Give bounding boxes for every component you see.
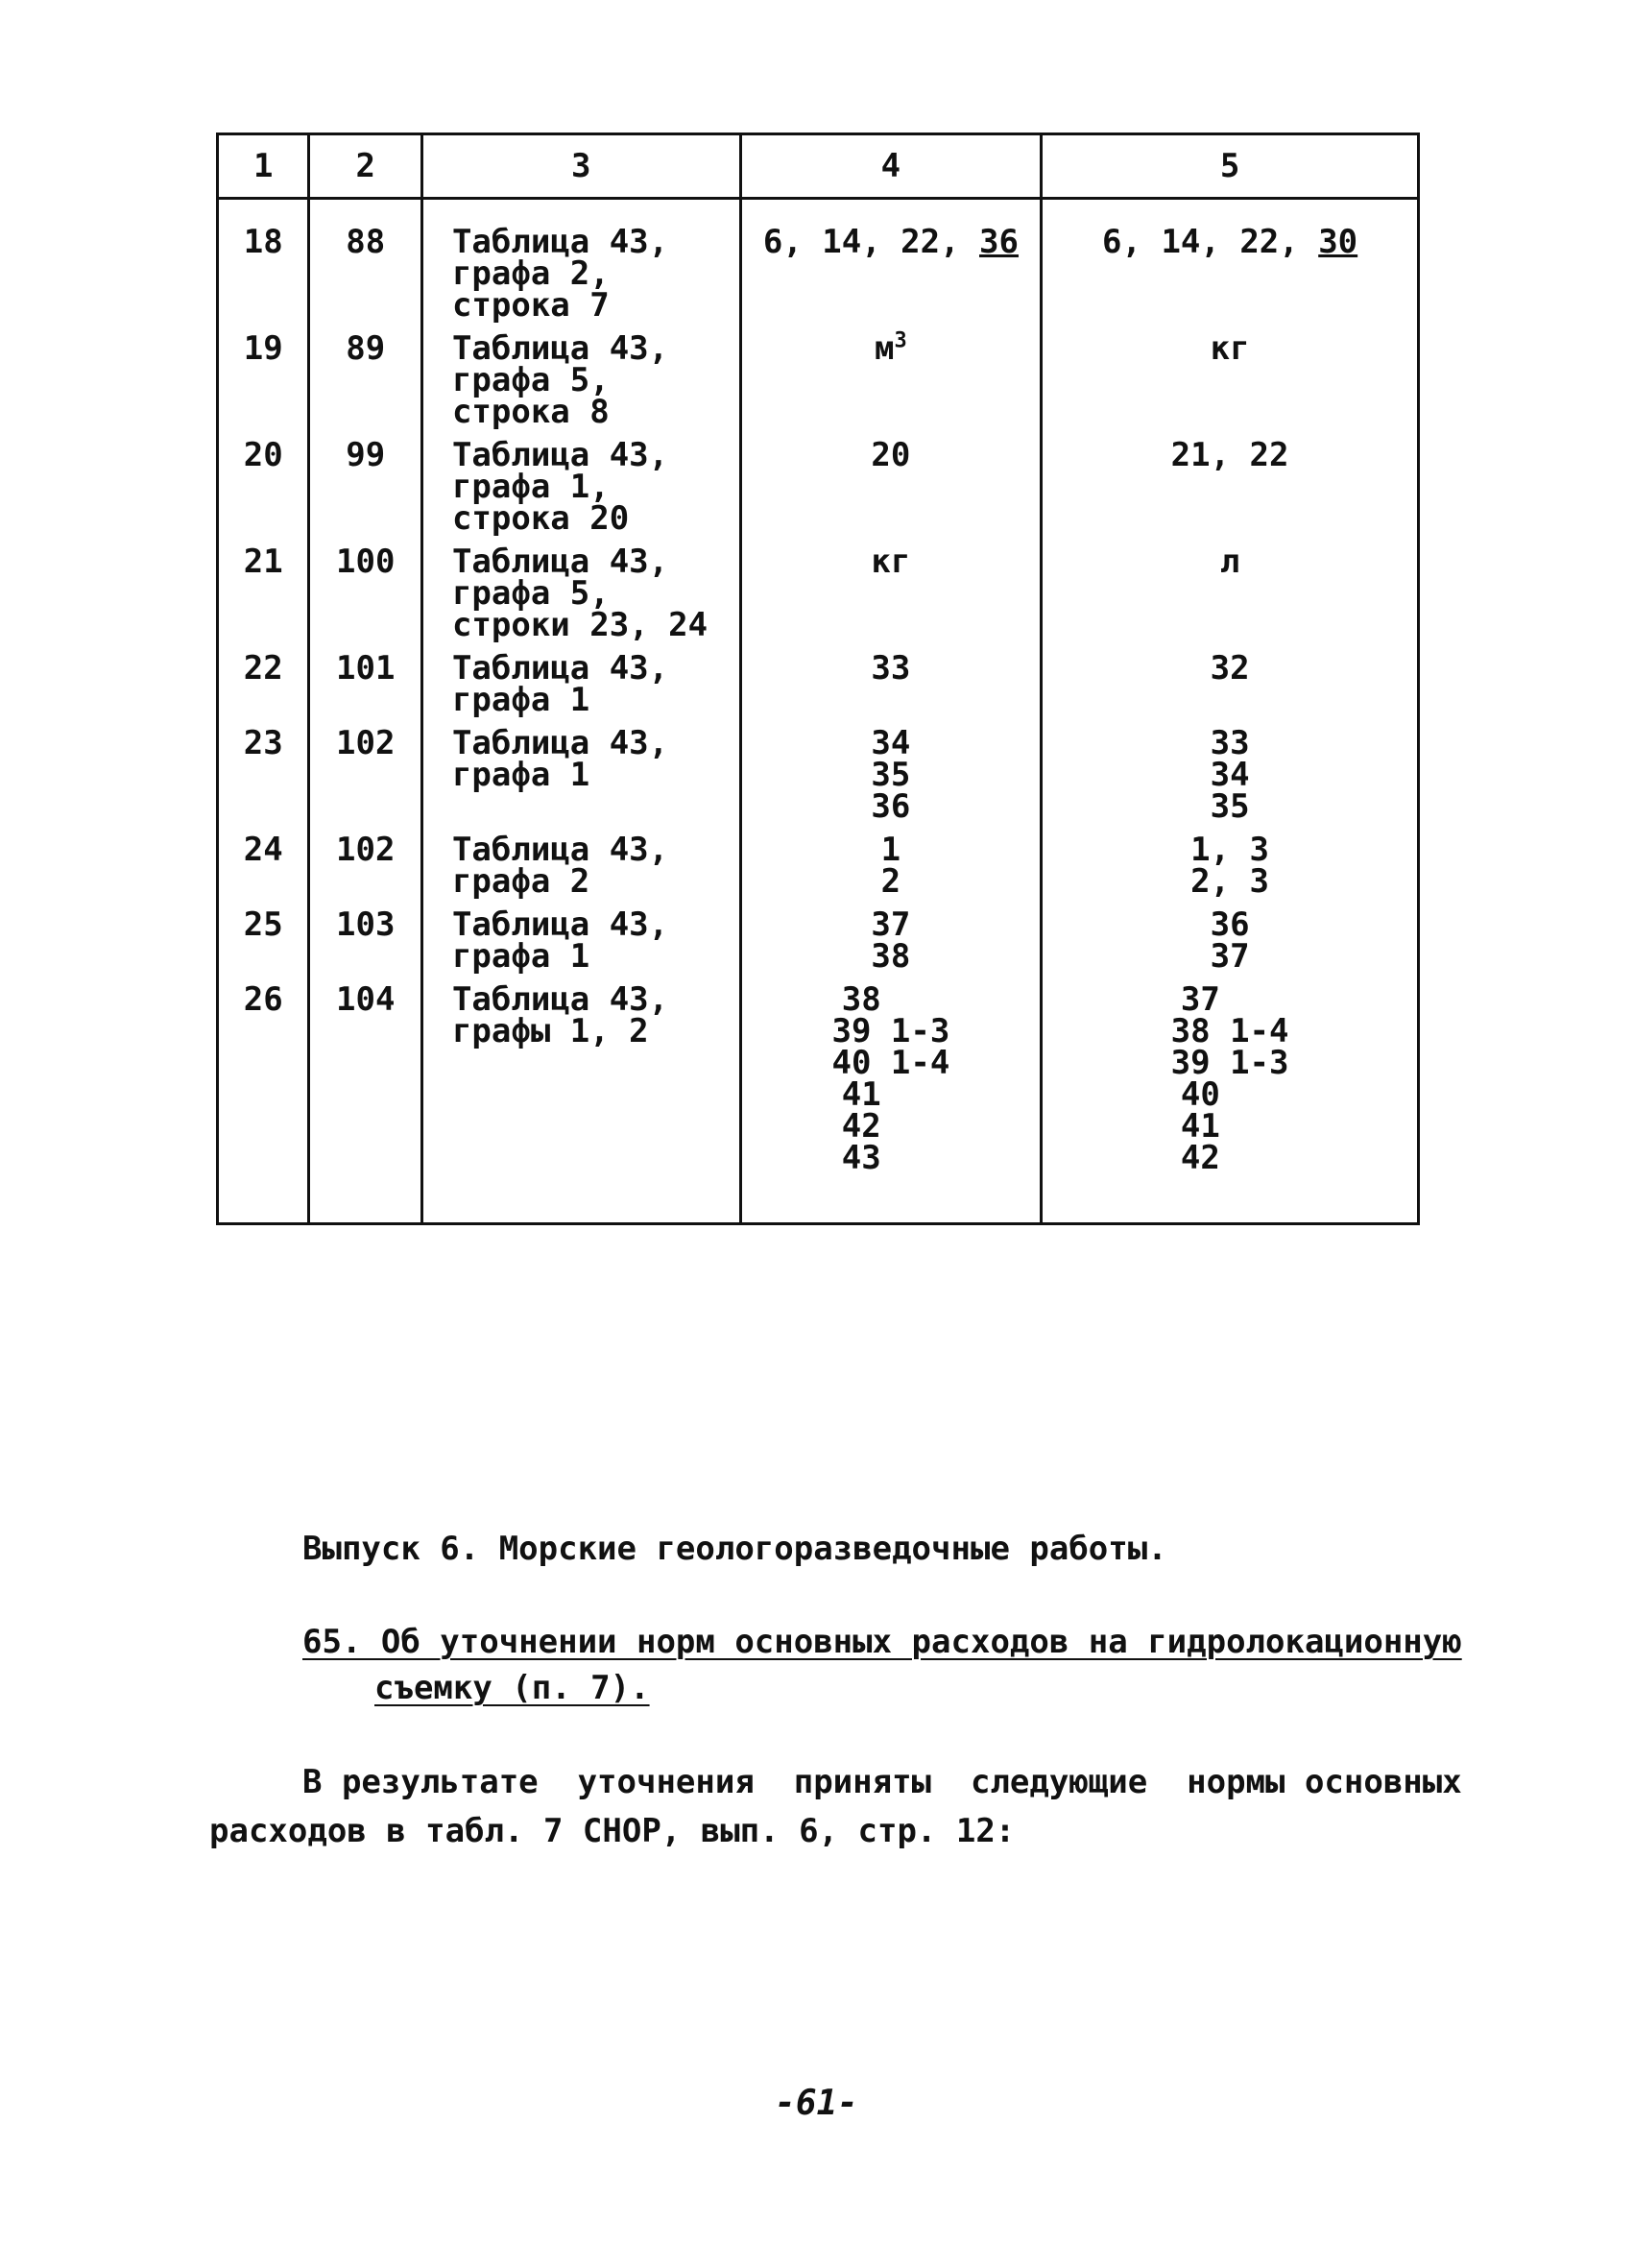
cell-text: графа 1 <box>451 756 590 794</box>
cell-text: 32 <box>1210 649 1250 688</box>
underlined-value: 30 <box>1318 223 1358 261</box>
cell-text: 34 <box>871 724 911 762</box>
cell-text: 39 1-3 <box>1170 1044 1289 1082</box>
corrected-cell <box>1042 973 1419 1224</box>
location-cell <box>421 428 740 538</box>
cell-text: 6, 14, 22, <box>1102 223 1319 261</box>
page-ref-cell <box>309 535 421 641</box>
cell-text: строка 8 <box>451 393 610 431</box>
cell-text: 1 <box>880 831 901 869</box>
cell-text: 36 <box>1210 905 1250 944</box>
cell-text: 23 <box>243 724 283 762</box>
table-header <box>218 134 1419 199</box>
corrected-cell <box>1042 322 1419 428</box>
row-number-cell <box>218 322 309 428</box>
row-number-cell <box>218 428 309 535</box>
body-line-2: расходов в табл. 7 СНОР, вып. 6, стр. 12: <box>209 1812 1016 1850</box>
page-ref-cell <box>309 716 421 823</box>
cell-text: графа 2, <box>451 254 610 293</box>
cell-text: 43 <box>841 1139 941 1177</box>
cell-text: графа 1 <box>451 937 590 976</box>
cell-text: 6, 14, 22, <box>762 223 980 261</box>
table-row <box>218 973 1419 1224</box>
cell-text: 20 <box>243 436 283 474</box>
table-row <box>218 322 1419 428</box>
location-cell <box>421 322 740 431</box>
table-row <box>218 716 1419 823</box>
header-cell: 2 <box>309 134 421 199</box>
cell-text: 21, 22 <box>1170 436 1289 474</box>
page-ref-cell <box>309 322 421 428</box>
page-ref-cell <box>309 823 421 898</box>
cell-text: 41 <box>1180 1107 1280 1146</box>
cell-text: 38 1-4 <box>1170 1012 1289 1050</box>
cell-text: 1, 3 <box>1190 831 1270 869</box>
cell-text: 99 <box>346 436 386 474</box>
cell-line-wrap <box>1043 223 1417 261</box>
cell-text: Таблица 43, <box>451 436 669 474</box>
corrected-cell <box>1042 199 1419 323</box>
issue-line: Выпуск 6. Морские геологоразведочные работы. <box>302 1530 1167 1568</box>
cell-text: 22 <box>243 649 283 688</box>
cell-text: 100 <box>336 543 396 581</box>
table-row <box>218 823 1419 898</box>
row-number-cell <box>218 898 309 973</box>
printed-cell <box>740 641 1042 716</box>
page-ref-cell <box>309 428 421 535</box>
cell-text: кг <box>871 543 911 581</box>
printed-cell <box>740 199 1042 323</box>
cell-text: Таблица 43, <box>451 980 669 1019</box>
location-cell <box>421 199 740 323</box>
header-cell: 4 <box>740 134 1042 199</box>
cell-text: строка 20 <box>451 499 630 538</box>
cell-text: 88 <box>346 223 386 261</box>
cell-text: 38 <box>871 937 911 976</box>
cell-text: графы 1, 2 <box>451 1012 649 1050</box>
item-title-line-1: 65. Об уточнении норм основных расходов на гидролокационную <box>302 1623 1462 1661</box>
table-row <box>218 535 1419 641</box>
cell-text: графа 5, <box>451 361 610 399</box>
corrected-cell <box>1042 716 1419 826</box>
location-cell <box>421 973 740 1224</box>
page-ref-cell <box>309 199 421 323</box>
cell-text: 102 <box>336 724 396 762</box>
cell-text: 21 <box>243 543 283 581</box>
page-ref-cell <box>309 898 421 973</box>
cell-text: графа 5, <box>451 574 610 613</box>
location-cell <box>421 535 740 644</box>
table-row <box>218 641 1419 716</box>
cell-text: 40 1-4 <box>831 1044 950 1082</box>
cell-text: кг <box>1210 329 1250 368</box>
cell-text: 89 <box>346 329 386 368</box>
cell-text: 36 <box>871 787 911 826</box>
cell-text: 25 <box>243 905 283 944</box>
cell-text: 33 <box>1210 724 1250 762</box>
cell-text: 34 <box>1210 756 1250 794</box>
cell-text: 103 <box>336 905 396 944</box>
printed-cell <box>740 322 1042 428</box>
table-body <box>218 199 1419 1224</box>
cell-text: графа 1 <box>451 681 590 719</box>
row-number-cell <box>218 641 309 716</box>
row-number-cell <box>218 716 309 823</box>
cell-text: 18 <box>243 223 283 261</box>
table-row <box>218 428 1419 535</box>
cell-text: 24 <box>243 831 283 869</box>
cell-text: 35 <box>871 756 911 794</box>
cell-text: 37 <box>871 905 911 944</box>
cell-text: 33 <box>871 649 911 688</box>
cell-text: Таблица 43, <box>451 724 669 762</box>
superscript: 3 <box>894 328 907 353</box>
printed-cell <box>740 428 1042 535</box>
item-title-line-2: съемку (п. 7). <box>374 1669 650 1707</box>
header-cell: 1 <box>218 134 309 199</box>
cell-text: графа 2 <box>451 862 590 901</box>
cell-text: графа 1, <box>451 468 610 506</box>
cell-text: 37 <box>1210 937 1250 976</box>
cell-text: 26 <box>243 980 283 1019</box>
cell-text: 41 <box>841 1075 941 1114</box>
cell-text: Таблица 43, <box>451 329 669 368</box>
printed-cell <box>740 898 1042 976</box>
cell-text: 39 1-3 <box>831 1012 950 1050</box>
cell-text: Таблица 43, <box>451 223 669 261</box>
cell-text: строки 23, 24 <box>451 606 708 644</box>
printed-cell <box>740 716 1042 826</box>
cell-text: 2 <box>880 862 901 901</box>
cell-text: 35 <box>1210 787 1250 826</box>
cell-text: м <box>875 329 895 368</box>
table-row <box>218 898 1419 973</box>
location-cell <box>421 716 740 823</box>
page-ref-cell <box>309 973 421 1224</box>
cell-text: 19 <box>243 329 283 368</box>
header-cell: 3 <box>421 134 740 199</box>
cell-line-wrap <box>742 223 1041 261</box>
printed-cell <box>740 823 1042 901</box>
underlined-value: 36 <box>979 223 1019 261</box>
row-number-cell <box>218 199 309 323</box>
cell-text: 37 <box>1180 980 1280 1019</box>
printed-cell <box>740 973 1042 1224</box>
page-ref-cell <box>309 641 421 716</box>
cell-text: 40 <box>1180 1075 1280 1114</box>
location-cell <box>421 641 740 719</box>
row-number-cell <box>218 823 309 898</box>
cell-text: л <box>1219 543 1240 581</box>
cell-text: 42 <box>1180 1139 1280 1177</box>
row-number-cell <box>218 535 309 641</box>
cell-text: 102 <box>336 831 396 869</box>
cell-text: 42 <box>841 1107 941 1146</box>
cell-line-wrap <box>742 328 1041 368</box>
cell-text: строка 7 <box>451 286 610 325</box>
corrected-cell <box>1042 535 1419 641</box>
cell-text: Таблица 43, <box>451 905 669 944</box>
printed-cell <box>740 535 1042 641</box>
location-cell <box>421 898 740 976</box>
cell-text: 38 <box>841 980 941 1019</box>
reference-table <box>216 133 1420 1225</box>
header-cell: 5 <box>1042 134 1419 199</box>
table-row <box>218 199 1419 323</box>
cell-text: 20 <box>871 436 911 474</box>
corrected-cell <box>1042 823 1419 901</box>
body-line-1: В результате уточнения приняты следующие нормы основных <box>302 1763 1462 1801</box>
cell-text: 101 <box>336 649 396 688</box>
cell-text: Таблица 43, <box>451 649 669 688</box>
corrected-cell <box>1042 428 1419 535</box>
cell-text: 2, 3 <box>1190 862 1270 901</box>
cell-text: Таблица 43, <box>451 831 669 869</box>
row-number-cell <box>218 973 309 1224</box>
corrected-cell <box>1042 641 1419 716</box>
corrected-cell <box>1042 898 1419 976</box>
location-cell <box>421 823 740 901</box>
cell-text: 104 <box>336 980 396 1019</box>
page-number: -61- <box>775 2084 858 2123</box>
cell-text: Таблица 43, <box>451 543 669 581</box>
